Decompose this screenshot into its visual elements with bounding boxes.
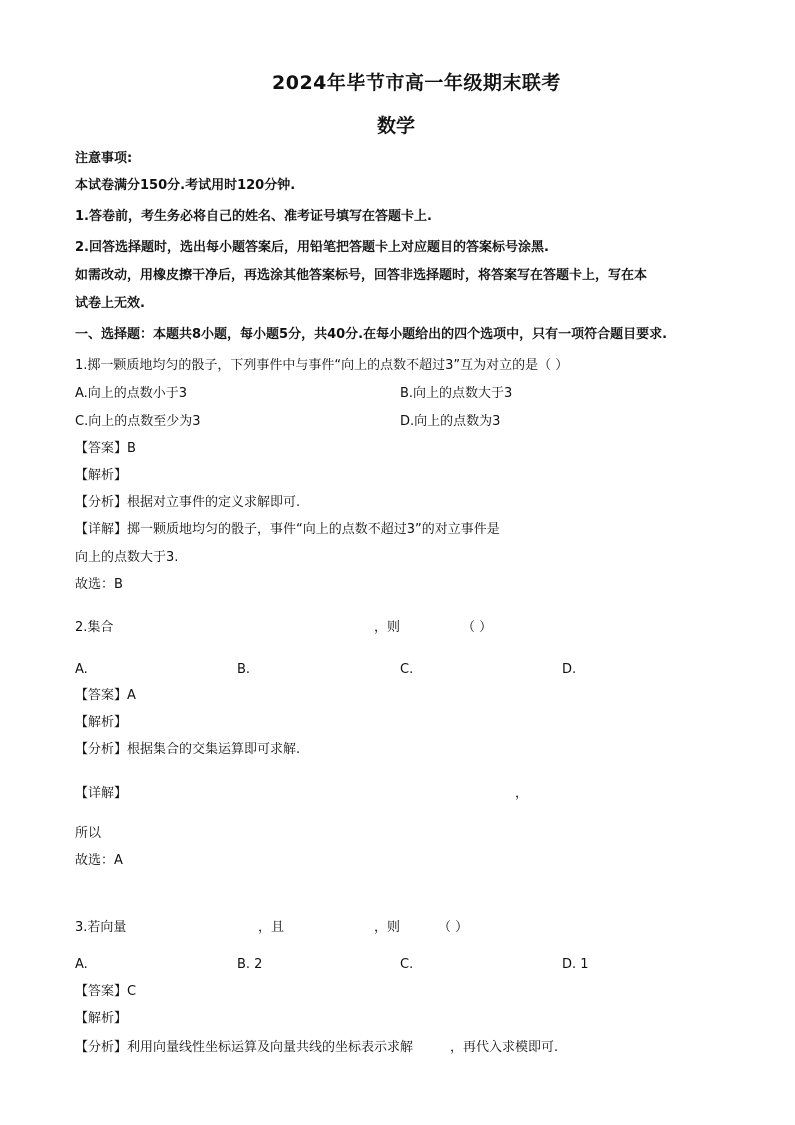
notice-line: 2.回答选择题时，选出每小题答案后，用铅笔把答题卡上对应题目的答案标号涂黑. (75, 240, 549, 255)
detail-text: 向上的点数大于3. (75, 550, 179, 565)
question-stem-fragment: ，则 (374, 920, 401, 935)
question-stem-fragment: ，则 (374, 620, 401, 635)
question-stem: 2.集合 (75, 620, 114, 635)
option-c: C. (400, 662, 414, 677)
answer-paren: （ ） (462, 620, 493, 635)
analysis-label: 【解析】 (75, 1011, 128, 1026)
option-c: C. (400, 957, 414, 972)
analysis-label: 【解析】 (75, 715, 128, 730)
question-stem: 1.掷一颗质地均匀的骰子，下列事件中与事件“向上的点数不超过3”互为对立的是（ ） (75, 358, 569, 373)
answer: 【答案】B (75, 441, 136, 456)
exam-subject: 数学 (377, 115, 416, 137)
option-d: D. (562, 662, 577, 677)
answer: 【答案】C (75, 984, 137, 999)
option-d: D. 1 (562, 957, 589, 972)
notice-line: 如需改动，用橡皮擦干净后，再选涂其他答案标号，回答非选择题时，将答案写在答题卡上，写在本 (75, 268, 648, 283)
option-a: A.向上的点数小于3 (75, 386, 188, 401)
answer-paren: （ ） (438, 920, 469, 935)
option-b: B.向上的点数大于3 (400, 386, 513, 401)
option-b: B. (237, 662, 251, 677)
analysis-text-tail: ，再代入求模即可. (450, 1040, 559, 1055)
detail-label: 【详解】 (75, 786, 128, 801)
notice-line: 1.答卷前，考生务必将自己的姓名、准考证号填写在答题卡上. (75, 209, 432, 224)
choice-result: 故选：A (75, 853, 123, 868)
option-b: B. 2 (237, 957, 263, 972)
analysis-text: 【分析】根据对立事件的定义求解即可. (75, 495, 301, 510)
notice-heading: 注意事项: (75, 151, 133, 166)
analysis-label: 【解析】 (75, 468, 128, 483)
option-a: A. (75, 957, 88, 972)
exam-title: 2024年毕节市高一年级期末联考 (272, 72, 561, 94)
notice-line: 试卷上无效. (75, 296, 145, 311)
choice-result: 故选：B (75, 577, 123, 592)
option-c: C.向上的点数至少为3 (75, 414, 201, 429)
detail-comma: ， (515, 786, 529, 801)
answer: 【答案】A (75, 688, 136, 703)
analysis-text: 【分析】利用向量线性坐标运算及向量共线的坐标表示求解 (75, 1040, 414, 1055)
option-a: A. (75, 662, 88, 677)
section-heading: 一、选择题：本题共8小题，每小题5分，共40分.在每小题给出的四个选项中，只有一项符合题目要求. (75, 327, 668, 342)
detail-text: 【详解】掷一颗质地均匀的骰子，事件“向上的点数不超过3”的对立事件是 (75, 522, 500, 537)
notice-line: 本试卷满分150分.考试用时120分钟. (75, 178, 296, 193)
question-stem-fragment: ，且 (258, 920, 285, 935)
question-stem: 3.若向量 (75, 920, 127, 935)
analysis-text: 【分析】根据集合的交集运算即可求解. (75, 742, 301, 757)
suoyi-text: 所以 (75, 826, 102, 841)
option-d: D.向上的点数为3 (400, 414, 501, 429)
